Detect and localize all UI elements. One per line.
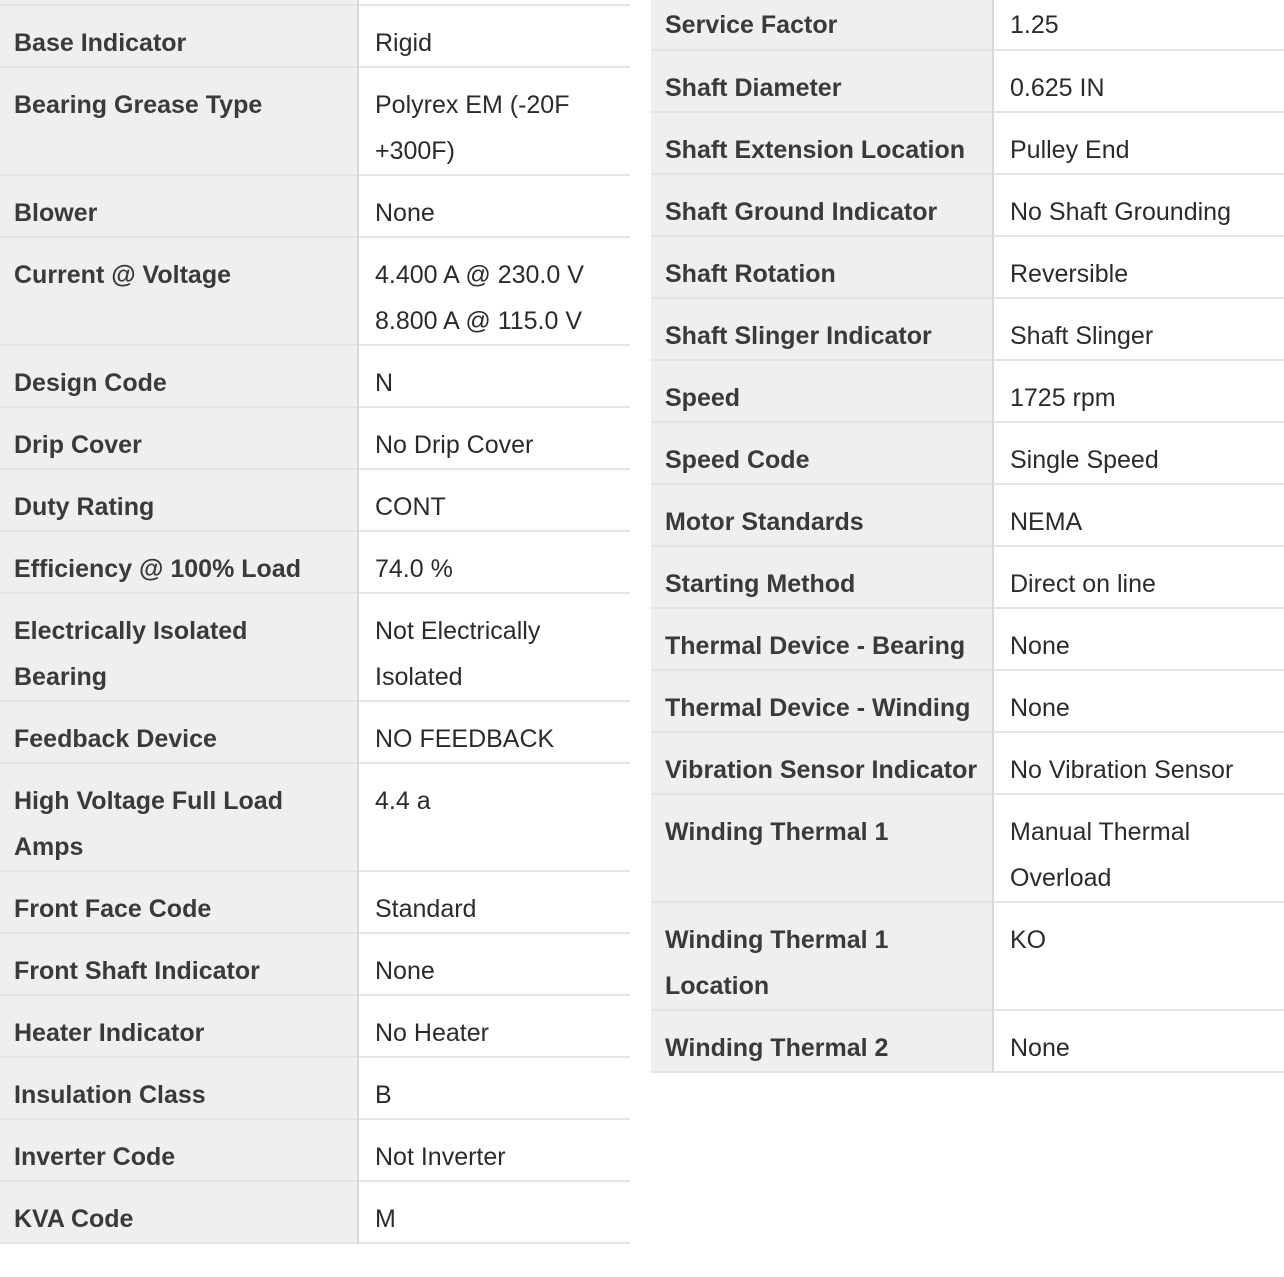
spec-value: Direct on line xyxy=(993,546,1284,608)
spec-label: Bearing Grease Type xyxy=(0,67,358,175)
spec-label: Shaft Rotation xyxy=(651,236,993,298)
spec-value: 4.400 A @ 230.0 V 8.800 A @ 115.0 V xyxy=(358,237,630,345)
spec-label: Feedback Device xyxy=(0,701,358,763)
spec-label: Motor Standards xyxy=(651,484,993,546)
spec-label: Inverter Code xyxy=(0,1119,358,1181)
spec-label: Shaft Extension Location xyxy=(651,112,993,174)
spec-label: Winding Thermal 1 xyxy=(651,794,993,902)
spec-value: Reversible xyxy=(993,236,1284,298)
table-row xyxy=(0,1181,630,1243)
spec-value: Rigid xyxy=(358,5,630,67)
spec-label: Service Factor xyxy=(651,0,993,50)
spec-value: Single Speed xyxy=(993,422,1284,484)
spec-value: Not Inverter xyxy=(358,1119,630,1181)
spec-label: Starting Method xyxy=(651,546,993,608)
spec-label: Speed xyxy=(651,360,993,422)
table-row xyxy=(0,933,630,995)
table-row xyxy=(0,1119,630,1181)
table-row xyxy=(651,546,1284,608)
table-row xyxy=(0,995,630,1057)
specs-table-right xyxy=(651,0,1284,1073)
spec-value: None xyxy=(993,1010,1284,1072)
spec-value: M xyxy=(358,1181,630,1243)
spec-value: Not Electrically Isolated xyxy=(358,593,630,701)
table-row xyxy=(651,1010,1284,1072)
spec-value: KO xyxy=(993,902,1284,1010)
spec-value: NEMA xyxy=(993,484,1284,546)
table-row xyxy=(0,531,630,593)
spec-value: B xyxy=(358,1057,630,1119)
spec-label: High Voltage Full Load Amps xyxy=(0,763,358,871)
table-row xyxy=(651,484,1284,546)
spec-value: No Vibration Sensor xyxy=(993,732,1284,794)
spec-label: Shaft Ground Indicator xyxy=(651,174,993,236)
table-row xyxy=(0,175,630,237)
table-row xyxy=(651,360,1284,422)
spec-value: N xyxy=(358,345,630,407)
table-row xyxy=(0,593,630,701)
table-row xyxy=(651,902,1284,1010)
table-row xyxy=(0,1057,630,1119)
table-row xyxy=(0,67,630,175)
spec-value: Manual Thermal Overload xyxy=(993,794,1284,902)
table-row xyxy=(651,0,1284,50)
table-row xyxy=(651,670,1284,732)
spec-label: Base Indicator xyxy=(0,5,358,67)
table-row xyxy=(0,763,630,871)
spec-label: Design Code xyxy=(0,345,358,407)
table-row xyxy=(0,345,630,407)
spec-label: Speed Code xyxy=(651,422,993,484)
spec-value: No Shaft Grounding xyxy=(993,174,1284,236)
spec-value: 1.25 xyxy=(993,0,1284,50)
spec-value: Shaft Slinger xyxy=(993,298,1284,360)
spec-label: Duty Rating xyxy=(0,469,358,531)
spec-label: Blower xyxy=(0,175,358,237)
spec-value: Polyrex EM (-20F +300F) xyxy=(358,67,630,175)
spec-label: KVA Code xyxy=(0,1181,358,1243)
spec-value: 1725 rpm xyxy=(993,360,1284,422)
specs-table-left xyxy=(0,0,630,1244)
spec-value: NO FEEDBACK xyxy=(358,701,630,763)
spec-label: Shaft Slinger Indicator xyxy=(651,298,993,360)
spec-label: Shaft Diameter xyxy=(651,50,993,112)
table-row xyxy=(651,50,1284,112)
table-row xyxy=(651,236,1284,298)
table-row xyxy=(651,112,1284,174)
table-row xyxy=(651,298,1284,360)
spec-label: Electrically Isolated Bearing xyxy=(0,593,358,701)
spec-label: Thermal Device - Bearing xyxy=(651,608,993,670)
spec-value: None xyxy=(358,175,630,237)
spec-value: Pulley End xyxy=(993,112,1284,174)
spec-label: Current @ Voltage xyxy=(0,237,358,345)
table-row xyxy=(0,407,630,469)
table-row xyxy=(0,871,630,933)
spec-label: Heater Indicator xyxy=(0,995,358,1057)
spec-value: CONT xyxy=(358,469,630,531)
table-row xyxy=(651,794,1284,902)
table-row xyxy=(651,422,1284,484)
spec-value: None xyxy=(993,608,1284,670)
table-row xyxy=(0,237,630,345)
spec-label: Winding Thermal 1 Location xyxy=(651,902,993,1010)
spec-value: No Heater xyxy=(358,995,630,1057)
spec-value: 0.625 IN xyxy=(993,50,1284,112)
spec-value: No Drip Cover xyxy=(358,407,630,469)
spec-label: Drip Cover xyxy=(0,407,358,469)
spec-label: Insulation Class xyxy=(0,1057,358,1119)
table-row xyxy=(651,732,1284,794)
spec-value: 74.0 % xyxy=(358,531,630,593)
spec-label: Efficiency @ 100% Load xyxy=(0,531,358,593)
spec-value: 4.4 a xyxy=(358,763,630,871)
table-row xyxy=(0,469,630,531)
spec-label: Front Shaft Indicator xyxy=(0,933,358,995)
spec-label: Winding Thermal 2 xyxy=(651,1010,993,1072)
spec-label: Thermal Device - Winding xyxy=(651,670,993,732)
spec-value: None xyxy=(358,933,630,995)
table-row xyxy=(0,701,630,763)
spec-label: Vibration Sensor Indicator xyxy=(651,732,993,794)
spec-label: Front Face Code xyxy=(0,871,358,933)
spec-value: Standard xyxy=(358,871,630,933)
table-row xyxy=(651,174,1284,236)
spec-value: None xyxy=(993,670,1284,732)
table-row xyxy=(651,608,1284,670)
table-row xyxy=(0,5,630,67)
